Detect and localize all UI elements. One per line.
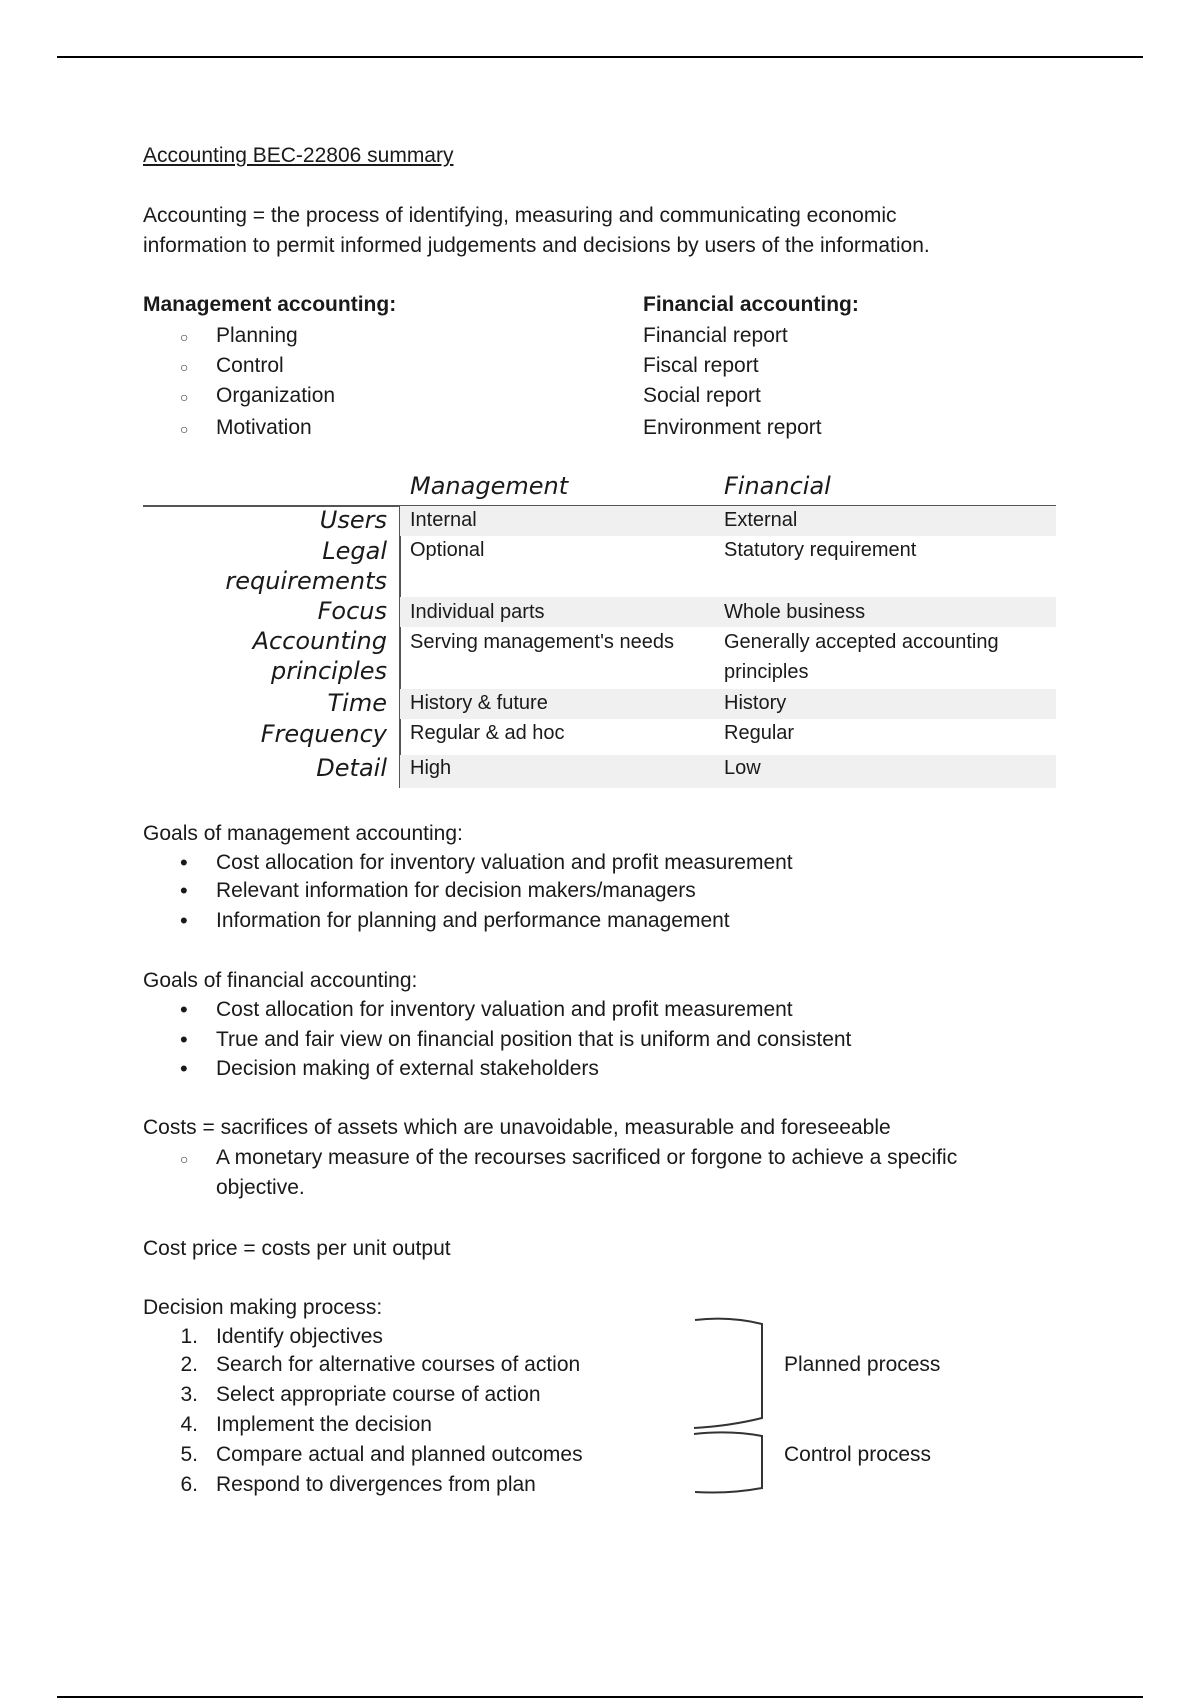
bullet-icon: •	[180, 1056, 188, 1081]
definition-line: Accounting = the process of identifying, measuring and communicating economic	[143, 204, 897, 227]
financial-item: Fiscal report	[643, 354, 759, 377]
goal-item: Decision making of external stakeholders	[216, 1057, 599, 1080]
decision-step: Select appropriate course of action	[216, 1383, 541, 1406]
step-number: 2.	[180, 1353, 198, 1376]
row-label: Legal	[322, 537, 387, 565]
decision-step: Identify objectives	[216, 1325, 383, 1348]
goal-item: Information for planning and performance management	[216, 909, 730, 932]
goal-item: Relevant information for decision makers/managers	[216, 879, 696, 902]
decision-step: Search for alternative courses of action	[216, 1353, 581, 1376]
management-item: Control	[216, 354, 284, 377]
decision-step: Respond to divergences from plan	[216, 1473, 536, 1496]
bottom-rule	[57, 1696, 1143, 1698]
financial-cell: Whole business	[724, 601, 866, 623]
row-label: Accounting	[252, 627, 387, 655]
bullet-icon: •	[180, 878, 188, 903]
decision-step: Compare actual and planned outcomes	[216, 1443, 583, 1466]
costs-definition: Costs = sacrifices of assets which are unavoidable, measurable and foreseeable	[143, 1116, 891, 1139]
management-item: Organization	[216, 384, 336, 407]
costs-sub-line: A monetary measure of the recourses sacrificed or forgone to achieve a specific	[216, 1146, 958, 1169]
bullet-icon: •	[180, 1027, 188, 1052]
management-accounting-heading: Management accounting:	[143, 293, 397, 316]
management-item: Motivation	[216, 416, 312, 439]
row-label: Time	[327, 689, 387, 717]
management-item: Planning	[216, 324, 298, 347]
goals-financial-heading: Goals of financial accounting:	[143, 969, 418, 992]
row-label: Focus	[317, 597, 387, 625]
financial-cell: History	[724, 692, 787, 714]
management-cell: Internal	[410, 509, 477, 531]
financial-cell: Generally accepted accounting	[724, 631, 999, 653]
page-title: Accounting BEC-22806 summary	[143, 144, 454, 167]
control-bracket-icon	[694, 1432, 762, 1492]
circle-bullet-icon: ○	[180, 389, 189, 405]
costs-sub-line: objective.	[216, 1176, 305, 1199]
column-header-financial: Financial	[724, 472, 831, 500]
bullet-icon: •	[180, 850, 188, 875]
accounting-definition	[143, 201, 930, 261]
circle-bullet-icon: ○	[180, 329, 189, 345]
management-cell: Optional	[410, 539, 485, 561]
process-brackets	[690, 1310, 770, 1500]
financial-cell: Low	[724, 757, 761, 779]
column-header-management: Management	[410, 472, 569, 500]
step-number: 1.	[180, 1325, 198, 1348]
goal-item: True and fair view on financial position that is uniform and consistent	[216, 1028, 852, 1051]
table-vertical-rule	[399, 506, 401, 788]
definition-line: information to permit informed judgements and decisions by users of the information.	[143, 234, 930, 257]
financial-cell: External	[724, 509, 798, 531]
circle-bullet-icon: ○	[180, 421, 189, 437]
financial-accounting-heading: Financial accounting:	[643, 293, 859, 316]
bullet-icon: •	[180, 908, 188, 933]
financial-cell: Statutory requirement	[724, 539, 917, 561]
row-label: Users	[319, 506, 387, 534]
financial-cell: Regular	[724, 722, 795, 744]
step-number: 3.	[180, 1383, 198, 1406]
step-number: 4.	[180, 1413, 198, 1436]
goal-item: Cost allocation for inventory valuation and profit measurement	[216, 851, 793, 874]
row-label-continued: requirements	[225, 567, 387, 595]
row-label: Frequency	[260, 720, 387, 748]
goals-management-heading: Goals of management accounting:	[143, 822, 463, 845]
financial-item: Financial report	[643, 324, 788, 347]
control-process-label: Control process	[784, 1443, 932, 1466]
circle-bullet-icon: ○	[180, 359, 189, 375]
bullet-icon: •	[180, 997, 188, 1022]
planned-bracket-icon	[694, 1319, 762, 1428]
top-rule	[57, 56, 1143, 58]
decision-process-heading: Decision making process:	[143, 1296, 383, 1319]
management-cell: Serving management's needs	[410, 631, 674, 653]
row-label-continued: principles	[270, 657, 387, 685]
financial-cell-continued: principles	[724, 661, 809, 683]
step-number: 5.	[180, 1443, 198, 1466]
management-cell: Individual parts	[410, 601, 545, 623]
goal-item: Cost allocation for inventory valuation and profit measurement	[216, 998, 793, 1021]
management-cell: History & future	[410, 692, 548, 714]
financial-item: Social report	[643, 384, 761, 407]
cost-price-definition: Cost price = costs per unit output	[143, 1237, 451, 1260]
step-number: 6.	[180, 1473, 198, 1496]
circle-bullet-icon: ○	[180, 1151, 189, 1167]
planned-process-label: Planned process	[784, 1353, 941, 1376]
row-label: Detail	[316, 754, 387, 782]
financial-item: Environment report	[643, 416, 822, 439]
management-cell: High	[410, 757, 452, 779]
decision-step: Implement the decision	[216, 1413, 432, 1436]
management-cell: Regular & ad hoc	[410, 722, 565, 744]
